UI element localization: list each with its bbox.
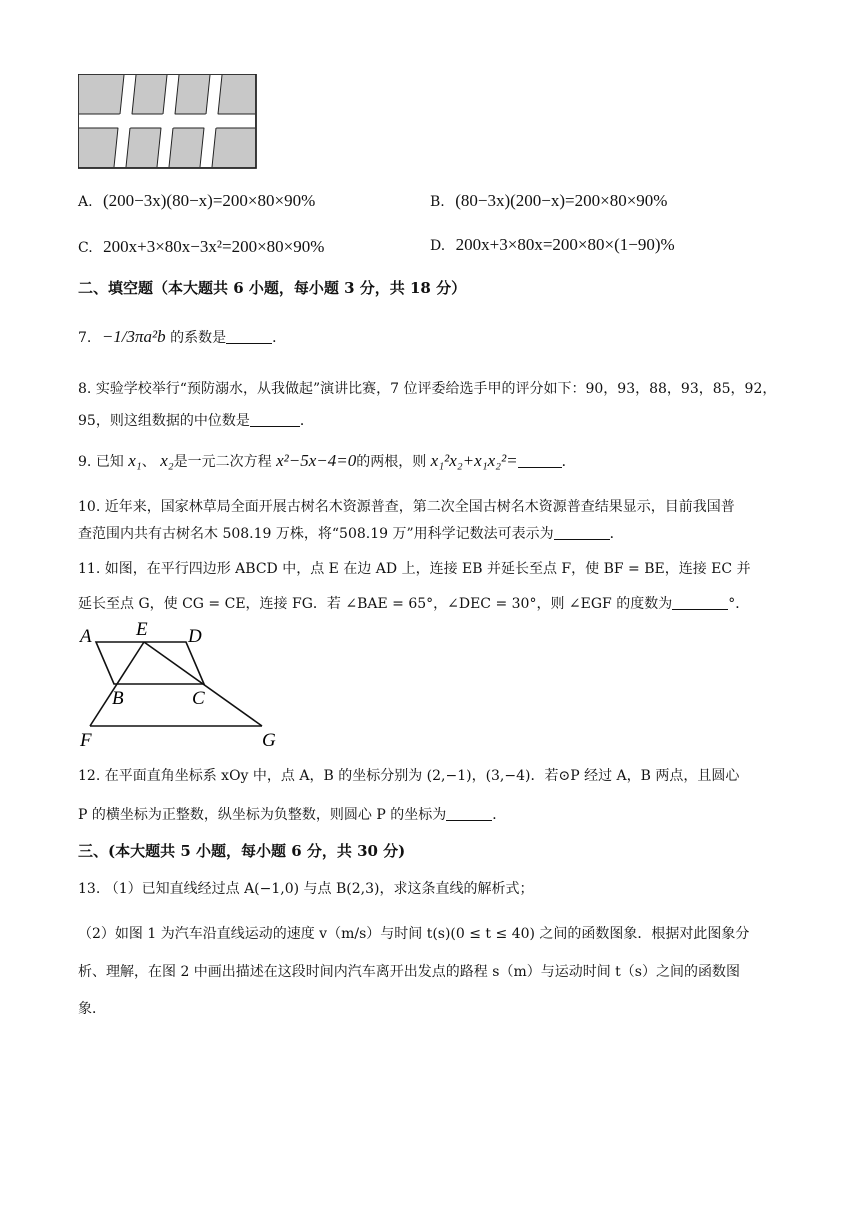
label-G: G [262,730,276,751]
q9-equation: x²−5x−4=0 [276,451,357,470]
q8-answer-blank[interactable] [250,412,300,427]
question-8-line-1: 8. 实验学校举行“预防溺水，从我做起”演讲比赛，7 位评委给选手甲的评分如下：90，93，88，93，85，92， [78,381,777,397]
option-c-equation: 200x+3×80x−3x²=200×80×90% [103,237,325,256]
q10-answer-blank[interactable] [554,525,610,540]
q7-answer-blank[interactable] [226,329,272,344]
label-B: B [112,688,124,709]
q7-expression: −1/3πa²b [101,327,166,346]
option-d-equation: 200x+3×80x=200×80×(1−90)% [455,235,675,254]
option-c: C. 200x+3×80x−3x²=200×80×90% [78,237,325,256]
question-8-line-2: 95，则这组数据的中位数是 ． [78,413,314,429]
question-12-line-2: P 的横坐标为正整数，纵坐标为负整数，则圆心 P 的坐标为 ． [78,807,507,823]
question-11-line-1: 11. 如图，在平行四边形 ABCD 中，点 E 在边 AD 上，连接 EB 并延长至点 F，使 BF = BE，连接 EC 并 [78,561,751,577]
question-7: 7. −1/3πa²b 的系数是 ． [78,327,287,346]
question-13-part-2-line-3: 象． [78,1001,106,1017]
q9-answer-blank[interactable] [518,453,562,468]
q12-answer-blank[interactable] [446,806,492,821]
label-E: E [136,619,148,640]
question-13-part-2-line-1: （2）如图 1 为汽车沿直线运动的速度 v（m/s）与时间 t(s)(0 ≤ t ≤ 40) 之间的函数图象．根据对此图象分 [78,926,750,942]
q9-expression: x₁²x₂+x₁x₂²= [430,451,518,470]
question-9: 9. 已知 x₁、 x₂是一元二次方程 x²−5x−4=0的两根，则 x₁²x₂+x₁x₂²= ． [78,451,576,470]
label-F: F [80,730,92,751]
question-10-line-2: 查范围内共有古树名木 508.19 万株，将“508.19 万”用科学记数法可表示为 ． [78,526,624,542]
option-a: A. (200−3x)(80−x)=200×80×90% [78,191,316,210]
label-C: C [192,688,205,709]
question-12-line-1: 12. 在平面直角坐标系 xOy 中，点 A，B 的坐标分别为 (2,−1)，(3,−4)．若⊙P 经过 A，B 两点，且圆心 [78,768,740,784]
question-13-part-2-line-2: 析、理解，在图 2 中画出描述在这段时间内汽车离开出发点的路程 s（m）与运动时间 t（s）之间的函数图 [78,964,740,980]
section-3-heading: 三、(本大题共 5 小题，每小题 6 分，共 30 分) [78,842,406,860]
road-figure [78,74,258,170]
question-11-line-2: 延长至点 G，使 CG = CE，连接 FG．若 ∠BAE = 65°，∠DEC = 30°，则 ∠EGF 的度数为 °． [78,596,750,612]
q11-answer-blank[interactable] [672,595,728,610]
label-A: A [80,626,92,647]
option-d: D. 200x+3×80x=200×80×(1−90)% [430,235,675,254]
question-10-line-1: 10. 近年来，国家林草局全面开展古树名木资源普查，第二次全国古树名木资源普查结果显示，目前我国普 [78,499,735,515]
option-b: B. (80−3x)(200−x)=200×80×90% [430,191,668,210]
section-2-heading: 二、填空题（本大题共 6 小题，每小题 3 分，共 18 分） [78,279,467,297]
option-b-equation: (80−3x)(200−x)=200×80×90% [455,191,668,210]
option-a-equation: (200−3x)(80−x)=200×80×90% [103,191,316,210]
question-13-part-1: 13. （1）已知直线经过点 A(−1,0) 与点 B(2,3)，求这条直线的解析式； [78,881,534,897]
parallelogram-figure [72,618,292,754]
label-D: D [188,626,202,647]
